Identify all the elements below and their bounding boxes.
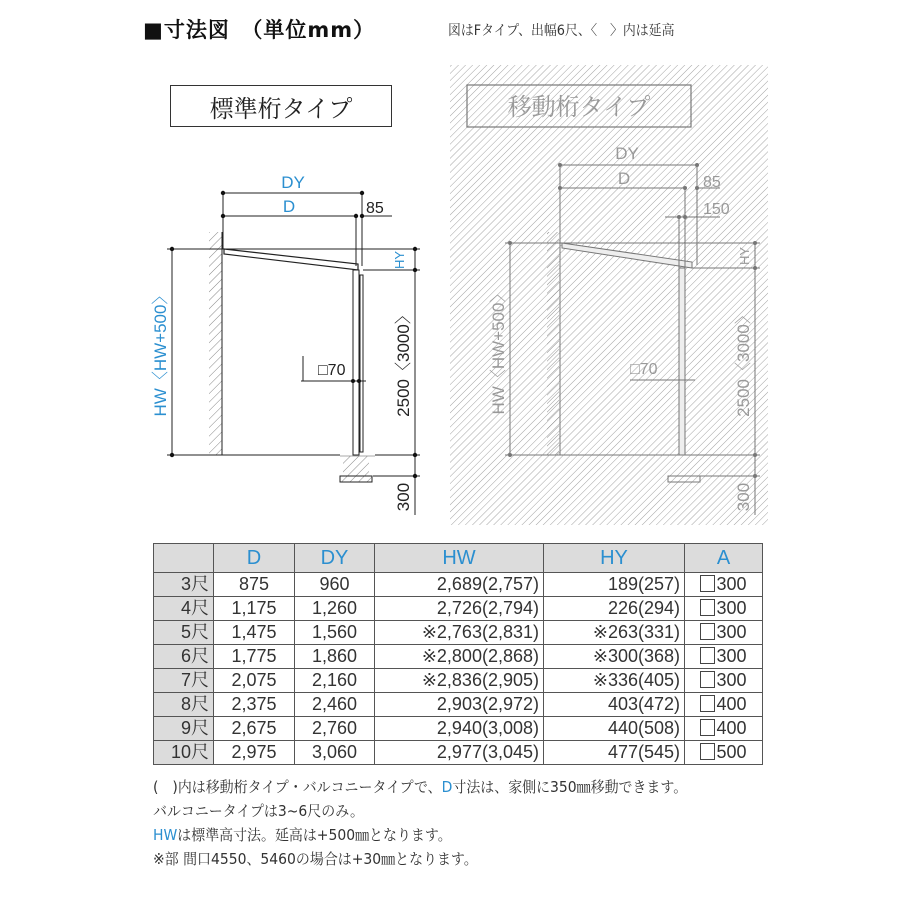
hw-cell: ※2,763(2,831) [375,621,544,645]
header-a: A [685,544,763,573]
hw-cell: 2,726(2,794) [375,597,544,621]
square-icon [700,671,715,688]
hy-cell: ※263(331) [544,621,685,645]
hw-cell: 2,689(2,757) [375,573,544,597]
dy-cell: 2,160 [295,669,375,693]
hy-cell: 226(294) [544,597,685,621]
a-cell [685,717,763,741]
size-cell: 4尺 [154,597,214,621]
square-icon [700,623,715,640]
table-row [154,645,763,669]
movable-type-label: 移動桁タイプ [507,94,651,121]
wall-hatch [209,232,222,455]
table-row [154,597,763,621]
hw-label: HW〈HW+500〉 [151,287,170,417]
header-d: D [214,544,295,573]
a-cell [685,573,763,597]
movable-dy-label: DY [615,144,639,163]
foundation-label: 300 [394,482,413,512]
a-value: 500 [716,742,747,762]
a-cell [685,741,763,765]
hw-cell: 2,903(2,972) [375,693,544,717]
square-icon [700,599,715,616]
table-row [154,621,763,645]
a-cell [685,669,763,693]
page-title: ■寸法図 （単位mm） [143,18,376,42]
table-row [154,717,763,741]
d-cell: 1,475 [214,621,295,645]
note-4: ※部 間口4550、5460の場合は+30㎜となります。 [153,850,478,868]
dy-label: DY [281,173,305,192]
square-icon [700,695,715,712]
note-1-d: D [441,778,453,796]
hy-label: HY [392,250,407,270]
hy-cell: 477(545) [544,741,685,765]
hy-cell: ※300(368) [544,645,685,669]
d-cell: 2,675 [214,717,295,741]
hy-cell: ※336(405) [544,669,685,693]
dy-cell: 1,260 [295,597,375,621]
movable-offset1-label: 85 [703,174,721,191]
size-cell: 10尺 [154,741,214,765]
header-dy: DY [295,544,375,573]
hw-cell: ※2,800(2,868) [375,645,544,669]
a-value: 300 [716,574,747,594]
a-cell [685,597,763,621]
movable-hw-label: HW〈HW+500〉 [489,285,508,415]
table-row [154,573,763,597]
movable-hy-label: HY [737,246,752,266]
table-row [154,741,763,765]
header-size [154,544,214,573]
dy-cell: 1,860 [295,645,375,669]
dy-cell: 2,760 [295,717,375,741]
dy-cell: 3,060 [295,741,375,765]
a-cell [685,693,763,717]
a-value: 300 [716,670,747,690]
movable-offset2-label: 150 [703,201,730,218]
size-cell: 5尺 [154,621,214,645]
size-cell: 7尺 [154,669,214,693]
size-cell: 9尺 [154,717,214,741]
note-1 [153,776,687,797]
dimension-table [153,543,763,765]
square-icon [700,719,715,736]
dy-cell: 2,460 [295,693,375,717]
hy-cell: 440(508) [544,717,685,741]
header-hw: HW [375,544,544,573]
size-cell: 6尺 [154,645,214,669]
a-value: 400 [716,718,747,738]
d-cell: 2,975 [214,741,295,765]
movable-d-label: D [617,169,631,188]
hy-cell: 189(257) [544,573,685,597]
a-cell [685,621,763,645]
d-cell: 875 [214,573,295,597]
table-row [154,669,763,693]
a-value: 400 [716,694,747,714]
note-1-text-b: 寸法は、家側に350㎜移動できます。 [452,778,688,796]
movable-height-label: 2500〈3000〉 [734,307,753,417]
note-2: バルコニータイプは3~6尺のみ。 [153,802,364,820]
d-cell: 1,775 [214,645,295,669]
d-cell: 2,075 [214,669,295,693]
note-3-hw: HW [153,826,178,844]
d-label: D [282,197,296,216]
square-icon [700,743,715,760]
hw-cell: ※2,836(2,905) [375,669,544,693]
standard-type-label: 標準桁タイプ [170,85,392,127]
hw-cell: 2,977(3,045) [375,741,544,765]
size-cell: 3尺 [154,573,214,597]
movable-post-size-label: □70 [630,361,658,378]
a-value: 300 [716,646,747,666]
roof [224,249,358,270]
note-1-text: ( )内は移動桁タイプ・バルコニータイプで、 [153,778,442,796]
table-row [154,693,763,717]
a-value: 300 [716,622,747,642]
dy-cell: 960 [295,573,375,597]
note-3-text: は標準高寸法。延高は+500㎜となります。 [177,826,452,844]
movable-type-diagram [450,65,768,525]
a-value: 300 [716,598,747,618]
height-label: 2500〈3000〉 [394,307,413,417]
d-cell: 2,375 [214,693,295,717]
square-icon [700,575,715,592]
hw-cell: 2,940(3,008) [375,717,544,741]
movable-foundation-label: 300 [734,482,753,512]
hy-cell: 403(472) [544,693,685,717]
post [353,270,359,455]
square-icon [700,647,715,664]
dy-cell: 1,560 [295,621,375,645]
header-hy: HY [544,544,685,573]
note-3 [153,824,452,845]
d-cell: 1,175 [214,597,295,621]
offset-label: 85 [366,200,384,217]
size-cell: 8尺 [154,693,214,717]
post-size-label: □70 [318,362,346,379]
figure-caption: 図はFタイプ、出幅6尺、〈 〉内は延高 [448,23,675,39]
a-cell [685,645,763,669]
table-header-row [154,544,763,573]
